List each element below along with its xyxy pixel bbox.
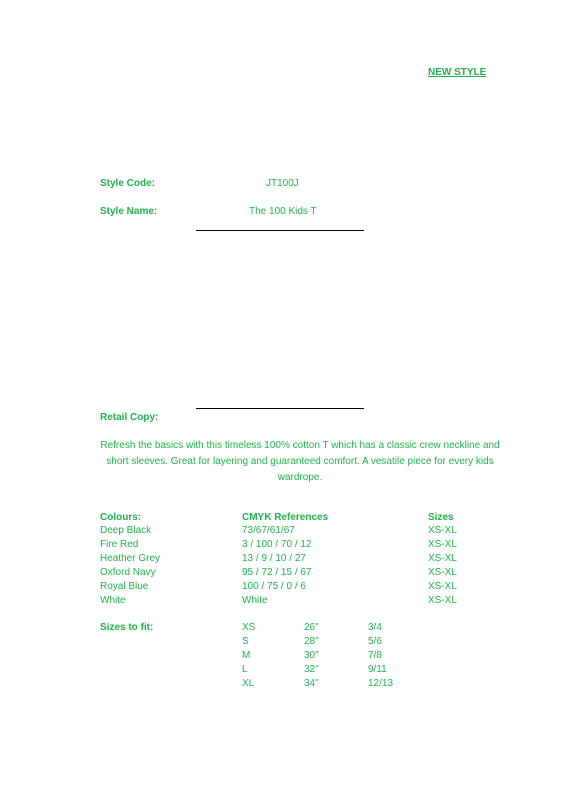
style-name-label: Style Name: xyxy=(100,206,158,217)
colour-cmyk: 73/67/61/67 xyxy=(242,525,295,536)
colour-sizes: XS-XL xyxy=(428,567,457,578)
colour-sizes: XS-XL xyxy=(428,553,457,564)
fit-age: 7/8 xyxy=(368,650,382,661)
colour-name: Oxford Navy xyxy=(100,567,156,578)
style-name-value: The 100 Kids T xyxy=(249,206,317,217)
fit-age: 3/4 xyxy=(368,622,382,633)
fit-chest: 30" xyxy=(304,650,319,661)
sizes-to-fit-label: Sizes to fit: xyxy=(100,622,154,633)
colour-cmyk: 13 / 9 / 10 / 27 xyxy=(242,553,306,564)
colour-sizes: XS-XL xyxy=(428,539,457,550)
fit-age: 5/6 xyxy=(368,636,382,647)
fit-age: 12/13 xyxy=(368,678,394,689)
style-code-label: Style Code: xyxy=(100,178,156,189)
colour-name: White xyxy=(100,595,126,606)
fit-age: 9/11 xyxy=(368,664,387,675)
fit-chest: 34" xyxy=(304,678,319,689)
cmyk-header: CMYK References xyxy=(242,512,329,523)
colour-sizes: XS-XL xyxy=(428,525,457,536)
colour-sizes: XS-XL xyxy=(428,581,457,592)
fit-size: M xyxy=(242,650,251,661)
colour-cmyk: 100 / 75 / 0 / 6 xyxy=(242,581,306,592)
colour-name: Fire Red xyxy=(100,539,139,550)
fit-size: XS xyxy=(242,622,256,633)
colour-name: Royal Blue xyxy=(100,581,149,592)
colour-name: Deep Black xyxy=(100,525,152,536)
colours-header: Colours: xyxy=(100,512,142,523)
retail-copy-text: Refresh the basics with this timeless 100% cotton T which has a classic crew neckline and short sleeves. Great for layering and guaranteed comfort. A vesatile piece for every kids wardrope. xyxy=(100,440,500,483)
colour-cmyk: 3 / 100 / 70 / 12 xyxy=(242,539,312,550)
fit-chest: 26" xyxy=(304,622,319,633)
fit-size: S xyxy=(242,636,249,647)
style-code-value: JT100J xyxy=(266,178,299,189)
retail-copy-label: Retail Copy: xyxy=(100,412,159,423)
sizes-header: Sizes xyxy=(428,512,454,523)
colour-sizes: XS-XL xyxy=(428,595,457,606)
fit-size: XL xyxy=(242,678,255,689)
new-style-heading: NEW STYLE xyxy=(428,67,487,78)
colour-name: Heather Grey xyxy=(100,553,161,564)
colour-cmyk: 95 / 72 / 15 / 67 xyxy=(242,567,312,578)
colour-cmyk: White xyxy=(242,595,268,606)
fit-chest: 28" xyxy=(304,636,319,647)
fit-chest: 32" xyxy=(304,664,319,675)
style-name-underline xyxy=(196,230,364,231)
retail-divider xyxy=(196,408,364,409)
fit-size: L xyxy=(242,664,248,675)
